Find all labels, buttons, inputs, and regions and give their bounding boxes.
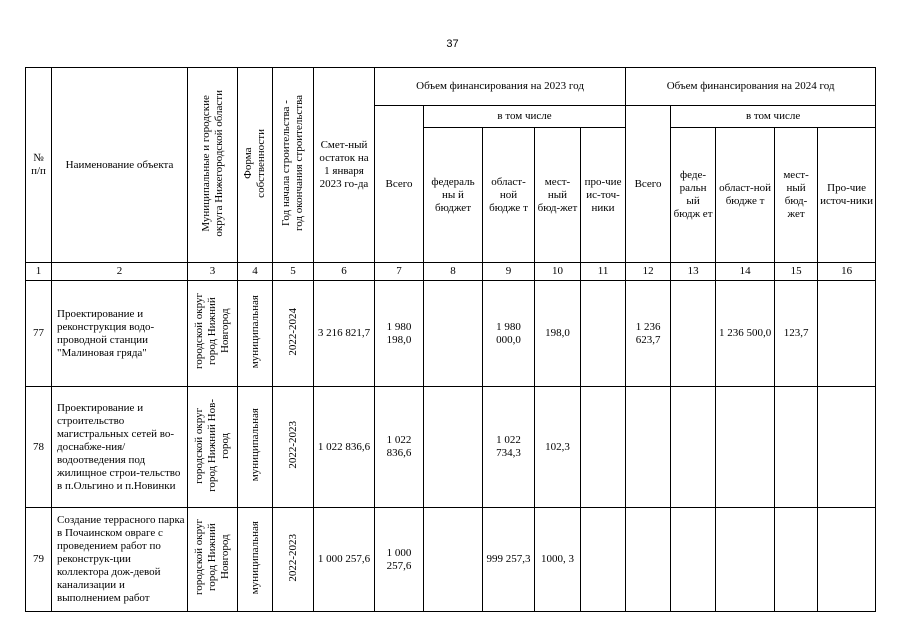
regional-2024: 1 236 500,0 — [716, 281, 775, 387]
federal-2023 — [424, 387, 483, 508]
row-num: 78 — [26, 387, 52, 508]
federal-2023 — [424, 508, 483, 612]
local-2024: 123,7 — [775, 281, 818, 387]
regional-2024 — [716, 387, 775, 508]
estimate: 1 022 836,6 — [314, 387, 375, 508]
total-2024: 1 236 623,7 — [626, 281, 671, 387]
local-2023: 1000, 3 — [535, 508, 581, 612]
ownership: муниципальная — [238, 508, 273, 612]
federal-2023 — [424, 281, 483, 387]
ownership: муниципальная — [238, 387, 273, 508]
col-number: 12 — [626, 263, 671, 281]
local-2023: 198,0 — [535, 281, 581, 387]
other-2024 — [818, 508, 876, 612]
header-fin-2024: Объем финансирования на 2024 год — [626, 68, 876, 106]
header-municipality: Муниципальные и городские округа Нижегородской области — [188, 68, 238, 263]
table-row — [26, 387, 876, 508]
header-estimate: Смет-ный остаток на 1 января 2023 го-да — [314, 68, 375, 263]
col-number: 2 — [52, 263, 188, 281]
total-2023: 1 022 836,6 — [375, 387, 424, 508]
col-number: 4 — [238, 263, 273, 281]
local-2024 — [775, 387, 818, 508]
financing-table — [25, 67, 876, 612]
municipality: городской округ город Нижний Нов- город — [188, 387, 238, 508]
federal-2024 — [671, 281, 716, 387]
other-2023 — [581, 387, 626, 508]
federal-2024 — [671, 508, 716, 612]
total-2024 — [626, 387, 671, 508]
header-other-2023: про-чие ис-точ-ники — [581, 128, 626, 263]
other-2024 — [818, 387, 876, 508]
estimate: 1 000 257,6 — [314, 508, 375, 612]
object-name: Создание террасного парка в Почаинском овраге с проведением работ по реконструк-ции коллектора дож-девой канализации и выполнением работ — [52, 508, 188, 612]
years: 2022-2024 — [273, 281, 314, 387]
total-2024 — [626, 508, 671, 612]
total-2023: 1 000 257,6 — [375, 508, 424, 612]
header-total-2024: Всего — [626, 106, 671, 263]
header-regional-2024: област-ной бюдже т — [716, 128, 775, 263]
regional-2023: 999 257,3 — [483, 508, 535, 612]
page-number: 37 — [446, 38, 459, 50]
col-number: 3 — [188, 263, 238, 281]
col-number: 7 — [375, 263, 424, 281]
object-name: Проектирование и строительство магистральных сетей во-доснабже-ния/водоотведения под жилищное строи-тельство в п.Ольгино и п.Новинки — [52, 387, 188, 508]
header-ownership: Форма собственности — [238, 68, 273, 263]
col-number: 5 — [273, 263, 314, 281]
row-num: 77 — [26, 281, 52, 387]
header-local-2023: мест-ный бюд-жет — [535, 128, 581, 263]
header-years: Год начала строительства - год окончания строительства — [273, 68, 314, 263]
col-number: 13 — [671, 263, 716, 281]
column-number-row — [26, 263, 876, 281]
col-number: 11 — [581, 263, 626, 281]
col-number: 6 — [314, 263, 375, 281]
header-regional-2023: област-ной бюдже т — [483, 128, 535, 263]
years: 2022-2023 — [273, 387, 314, 508]
local-2023: 102,3 — [535, 387, 581, 508]
header-local-2024: мест-ный бюд-жет — [775, 128, 818, 263]
header-num: № п/п — [26, 68, 52, 263]
regional-2023: 1 022 734,3 — [483, 387, 535, 508]
col-number: 1 — [26, 263, 52, 281]
municipality: городской округ город Нижний Новгород — [188, 508, 238, 612]
col-number: 10 — [535, 263, 581, 281]
object-name: Проектирование и реконструкция водо-проводной станции "Малиновая гряда" — [52, 281, 188, 387]
local-2024 — [775, 508, 818, 612]
table-row — [26, 281, 876, 387]
ownership: муниципальная — [238, 281, 273, 387]
total-2023: 1 980 198,0 — [375, 281, 424, 387]
header-other-2024: Про-чие источ-ники — [818, 128, 876, 263]
col-number: 8 — [424, 263, 483, 281]
col-number: 9 — [483, 263, 535, 281]
other-2023 — [581, 281, 626, 387]
col-number: 14 — [716, 263, 775, 281]
regional-2023: 1 980 000,0 — [483, 281, 535, 387]
header-including-2023: в том числе — [424, 106, 626, 128]
row-num: 79 — [26, 508, 52, 612]
header-total-2023: Всего — [375, 106, 424, 263]
header-federal-2023: федераль ны й бюджет — [424, 128, 483, 263]
years: 2022-2023 — [273, 508, 314, 612]
estimate: 3 216 821,7 — [314, 281, 375, 387]
other-2024 — [818, 281, 876, 387]
regional-2024 — [716, 508, 775, 612]
header-fin-2023: Объем финансирования на 2023 год — [375, 68, 626, 106]
municipality: городской округ город Нижний Новгород — [188, 281, 238, 387]
header-row-1 — [26, 68, 876, 106]
col-number: 15 — [775, 263, 818, 281]
table-row — [26, 508, 876, 612]
header-federal-2024: феде-ральн ый бюдж ет — [671, 128, 716, 263]
other-2023 — [581, 508, 626, 612]
col-number: 16 — [818, 263, 876, 281]
header-including-2024: в том числе — [671, 106, 876, 128]
federal-2024 — [671, 387, 716, 508]
header-name: Наименование объекта — [52, 68, 188, 263]
